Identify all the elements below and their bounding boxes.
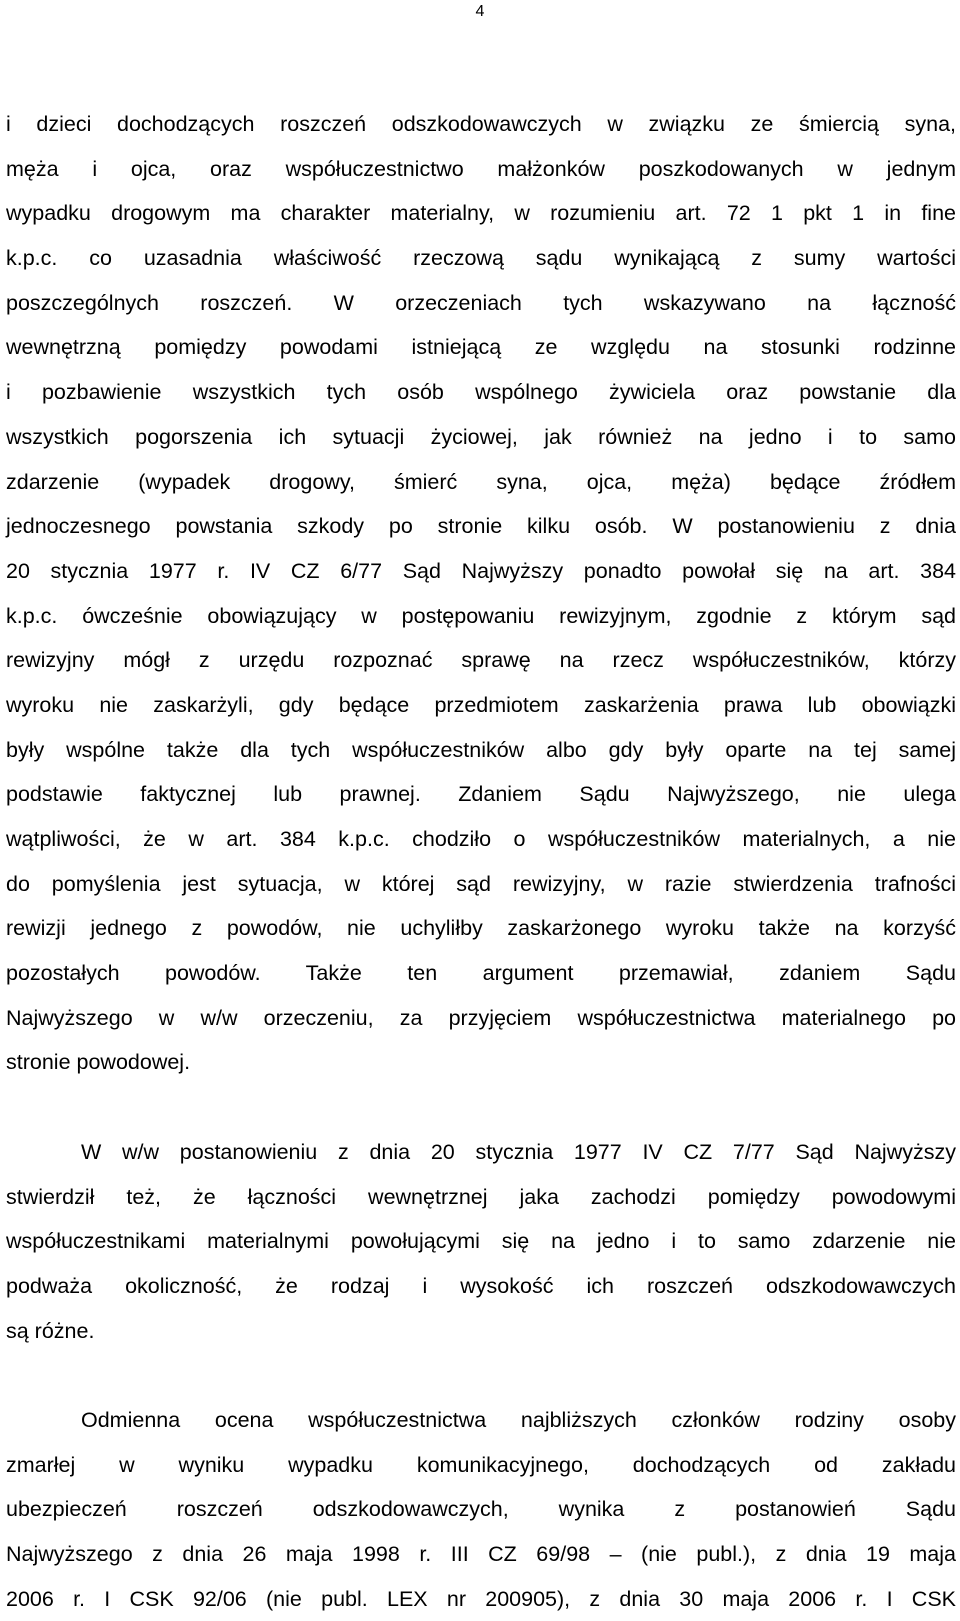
text-line: były wspólne także dla tych współuczestników albo gdy były oparte na tej samej: [6, 737, 956, 762]
paragraph-spacer: [6, 1353, 956, 1398]
text-line: W w/w postanowieniu z dnia 20 stycznia 1977 IV CZ 7/77 Sąd Najwyższy: [81, 1139, 956, 1164]
text-line: stronie powodowej.: [6, 1050, 191, 1075]
text-line: zdarzenie (wypadek drogowy, śmierć syna, ojca, męża) będące źródłem: [6, 469, 956, 494]
text-line: ubezpieczeń roszczeń odszkodowawczych, wynika z postanowień Sądu: [6, 1497, 956, 1522]
page-number: 4: [475, 3, 485, 20]
paragraph-spacer: [6, 1085, 956, 1130]
text-line: Odmienna ocena współuczestnictwa najbliższych członków rodziny osoby: [81, 1407, 956, 1432]
text-line: męża i ojca, oraz współuczestnictwo małżonków poszkodowanych w jednym: [6, 156, 956, 181]
text-line: podważa okoliczność, że rodzaj i wysokość ich roszczeń odszkodowawczych: [6, 1273, 956, 1298]
text-line: wewnętrzną pomiędzy powodami istniejącą ze względu na stosunki rodzinne: [6, 335, 956, 360]
text-line: 2006 r. I CSK 92/06 (nie publ. LEX nr 200905), z dnia 30 maja 2006 r. I CSK: [6, 1586, 956, 1611]
paragraph-2: [6, 1130, 956, 1353]
text-line: do pomyślenia jest sytuacja, w której sąd rewizyjny, w razie stwierdzenia trafności: [6, 871, 956, 896]
text-line: współuczestnikami materialnymi powołującymi się na jedno i to samo zdarzenie nie: [6, 1229, 956, 1254]
paragraph-1: [6, 102, 956, 1085]
text-line: rewizyjny mógł z urzędu rozpoznać sprawę na rzecz współuczestników, którzy: [6, 648, 956, 673]
text-line: 20 stycznia 1977 r. IV CZ 6/77 Sąd Najwyższy ponadto powołał się na art. 384: [6, 558, 956, 583]
text-line: podstawie faktycznej lub prawnej. Zdaniem Sądu Najwyższego, nie ulega: [6, 782, 956, 807]
text-line: k.p.c. ówcześnie obowiązujący w postępowaniu rewizyjnym, zgodnie z którym sąd: [6, 603, 956, 628]
text-line: stwierdził też, że łączności wewnętrznej jaka zachodzi pomiędzy powodowymi: [6, 1184, 956, 1209]
text-line: wyroku nie zaskarżyli, gdy będące przedmiotem zaskarżenia prawa lub obowiązki: [6, 692, 956, 717]
text-line: i dzieci dochodzących roszczeń odszkodowawczych w związku ze śmiercią syna,: [6, 112, 956, 136]
text-line: wypadku drogowym ma charakter materialny, w rozumieniu art. 72 1 pkt 1 in fine: [6, 201, 956, 226]
text-line: poszczególnych roszczeń. W orzeczeniach tych wskazywano na łączność: [6, 290, 956, 315]
text-line: jednoczesnego powstania szkody po stronie kilku osób. W postanowieniu z dnia: [6, 514, 956, 539]
text-line: Najwyższego w w/w orzeczeniu, za przyjęciem współuczestnictwa materialnego po: [6, 1005, 956, 1030]
text-line: i pozbawienie wszystkich tych osób wspólnego żywiciela oraz powstanie dla: [6, 380, 956, 405]
text-line: rewizji jednego z powodów, nie uchyliłby zaskarżonego wyroku także na korzyść: [6, 916, 956, 941]
document-body: [6, 102, 956, 1621]
text-line: k.p.c. co uzasadnia właściwość rzeczową sądu wynikającą z sumy wartości: [6, 246, 956, 271]
text-line: wątpliwości, że w art. 384 k.p.c. chodziło o współuczestników materialnych, a nie: [6, 827, 956, 851]
text-line: są różne.: [6, 1318, 95, 1343]
text-line: pozostałych powodów. Także ten argument przemawiał, zdaniem Sądu: [6, 961, 956, 986]
text-line: zmarłej w wyniku wypadku komunikacyjnego, dochodzących od zakładu: [6, 1452, 956, 1477]
text-line: Najwyższego z dnia 26 maja 1998 r. III CZ 69/98 – (nie publ.), z dnia 19 maja: [6, 1542, 956, 1566]
text-line: wszystkich pogorszenia ich sytuacji życiowej, jak również na jedno i to samo: [6, 424, 956, 449]
paragraph-3: [6, 1398, 956, 1621]
